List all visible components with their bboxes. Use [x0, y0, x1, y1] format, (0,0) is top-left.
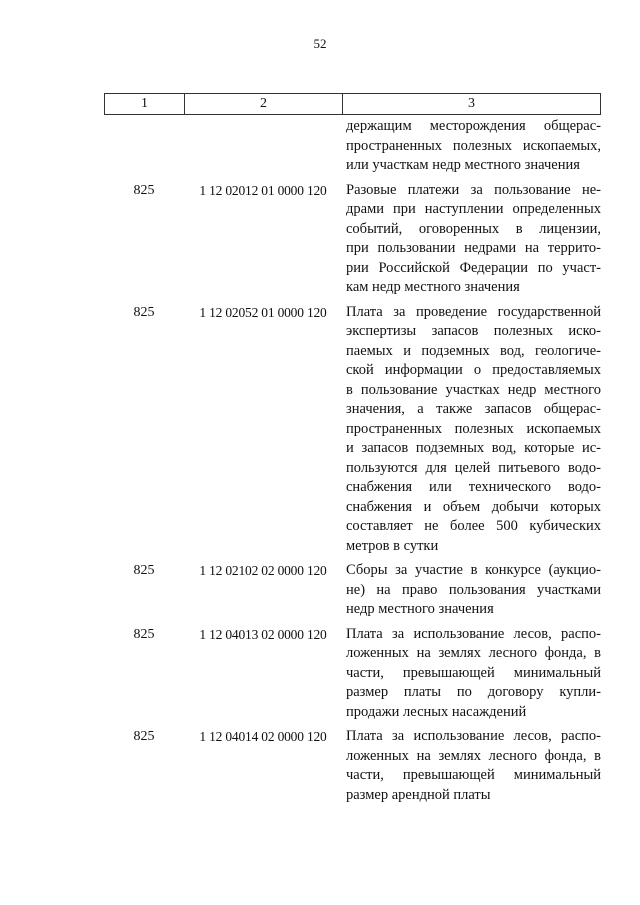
description-line: размер платы по договору купли-: [346, 684, 601, 700]
income-code-cell: 1 12 04013 02 0000 120: [199, 626, 327, 642]
description-line: в пользование участках недр местного: [346, 381, 601, 398]
description-line: Разовые платежи за пользование не-: [346, 181, 601, 198]
table-header: [104, 93, 601, 115]
table-body: [104, 117, 601, 810]
description-line: снабжения и объем добычи которых: [346, 498, 601, 515]
description-line: ской информации о предоставляемых: [346, 362, 601, 378]
table-row: [104, 561, 601, 620]
description-line: значения, а также запасов общерас-: [346, 401, 601, 417]
description-cell: [342, 181, 601, 298]
admin-code-cell: 825: [133, 729, 155, 744]
admin-code-cell: 825: [133, 626, 155, 642]
admin-code-cell: 825: [133, 304, 155, 320]
description-line: пространенных полезных ископаемых: [346, 420, 601, 437]
column-header-3: 3: [468, 96, 475, 111]
description-line: паемых и подземных вод, геологиче-: [346, 342, 601, 359]
description-cell: [342, 727, 601, 805]
description-cell: [342, 303, 601, 557]
income-code-cell: [184, 117, 342, 176]
description-line: кам недр местного значения: [346, 279, 520, 295]
description-cell: [342, 117, 601, 176]
description-line: или участкам недр местного значения: [346, 157, 580, 173]
description-line: снабжения или технического водо-: [346, 479, 601, 495]
description-line: метров в сутки: [346, 537, 439, 554]
description-line: Плата за использование лесов, распо-: [346, 625, 601, 642]
table-row: [104, 117, 601, 176]
description-line: при пользовании недрами на террито-: [346, 240, 601, 256]
description-line: ложенных на землях лесного фонда, в: [346, 747, 601, 764]
table-row: [104, 727, 601, 805]
description-line: рии Российской Федерации по участ-: [346, 259, 601, 276]
description-cell: [342, 561, 601, 620]
table-row: [104, 303, 601, 557]
admin-code-cell: 825: [133, 563, 155, 578]
description-line: Плата за использование лесов, распо-: [346, 728, 601, 744]
income-code-cell: 1 12 02102 02 0000 120: [199, 563, 327, 578]
column-header-1: 1: [105, 94, 185, 114]
description-line: и запасов подземных вод, которые ис-: [346, 440, 601, 456]
income-code-cell: 1 12 04014 02 0000 120: [199, 729, 327, 744]
income-code-cell: 1 12 02012 01 0000 120: [199, 182, 327, 198]
income-code-cell: 1 12 02052 01 0000 120: [199, 304, 327, 320]
description-line: недр местного значения: [346, 601, 494, 617]
admin-code-cell: 825: [133, 182, 155, 198]
description-line: составляет не более 500 кубических: [346, 518, 601, 534]
description-line: Сборы за участие в конкурсе (аукцио-: [346, 562, 601, 578]
description-line: пространенных полезных ископаемых,: [346, 137, 601, 154]
description-line: части, превышающей минимальный: [346, 767, 601, 783]
description-line: событий, оговоренных в лицензии,: [346, 220, 601, 237]
page-number: 52: [313, 36, 327, 51]
description-line: продажи лесных насаждений: [346, 703, 527, 720]
admin-code-cell: [104, 117, 184, 176]
description-line: части, превышающей минимальный: [346, 664, 601, 681]
description-line: ложенных на землях лесного фонда, в: [346, 645, 601, 661]
column-header-2: 2: [185, 94, 343, 114]
description-cell: [342, 625, 601, 723]
description-line: держащим месторождения общерас-: [346, 118, 601, 134]
description-line: Плата за проведение государственной: [346, 303, 601, 320]
table-row: [104, 625, 601, 723]
description-line: размер арендной платы: [346, 786, 491, 803]
description-line: экспертизы запасов полезных иско-: [346, 323, 601, 339]
description-line: драми при наступлении определенных: [346, 201, 601, 217]
description-line: не) на право пользования участками: [346, 581, 601, 598]
description-line: пользуются для целей питьевого водо-: [346, 459, 601, 476]
table-row: [104, 181, 601, 298]
